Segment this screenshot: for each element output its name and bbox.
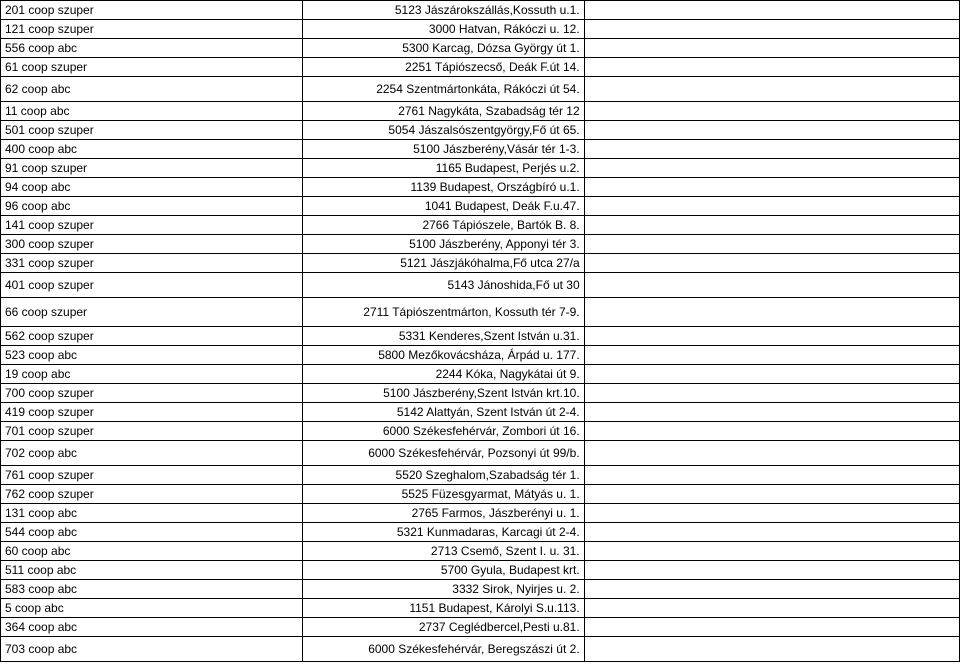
empty-cell[interactable] bbox=[584, 561, 959, 580]
store-name-cell[interactable]: 131 coop abc bbox=[1, 504, 303, 523]
empty-cell[interactable] bbox=[584, 504, 959, 523]
store-name-cell[interactable]: 141 coop szuper bbox=[1, 216, 303, 235]
empty-cell[interactable] bbox=[584, 20, 959, 39]
store-address-cell[interactable]: 5321 Kunmadaras, Karcagi út 2-4. bbox=[303, 523, 584, 542]
empty-cell[interactable] bbox=[584, 618, 959, 637]
table-row bbox=[1, 216, 960, 235]
table-row bbox=[1, 140, 960, 159]
table-row bbox=[1, 20, 960, 39]
store-name-cell[interactable]: 94 coop abc bbox=[1, 178, 303, 197]
store-address-cell[interactable]: 6000 Székesfehérvár, Pozsonyi út 99/b. bbox=[303, 441, 584, 466]
empty-cell[interactable] bbox=[584, 403, 959, 422]
store-name-cell[interactable]: 583 coop abc bbox=[1, 580, 303, 599]
store-address-cell[interactable]: 2765 Farmos, Jászberényi u. 1. bbox=[303, 504, 584, 523]
empty-cell[interactable] bbox=[584, 273, 959, 298]
empty-cell[interactable] bbox=[584, 599, 959, 618]
table-row bbox=[1, 485, 960, 504]
empty-cell[interactable] bbox=[584, 441, 959, 466]
store-name-cell[interactable]: 401 coop szuper bbox=[1, 273, 303, 298]
store-name-cell[interactable]: 544 coop abc bbox=[1, 523, 303, 542]
store-name-cell[interactable]: 96 coop abc bbox=[1, 197, 303, 216]
store-name-cell[interactable]: 11 coop abc bbox=[1, 102, 303, 121]
store-name-cell[interactable]: 501 coop szuper bbox=[1, 121, 303, 140]
store-name-cell[interactable]: 523 coop abc bbox=[1, 346, 303, 365]
store-address-cell[interactable]: 5121 Jászjákóhalma,Fő utca 27/a bbox=[303, 254, 584, 273]
store-name-cell[interactable]: 511 coop abc bbox=[1, 561, 303, 580]
empty-cell[interactable] bbox=[584, 77, 959, 102]
table-row bbox=[1, 39, 960, 58]
empty-cell[interactable] bbox=[584, 298, 959, 327]
store-address-cell[interactable]: 3000 Hatvan, Rákóczi u. 12. bbox=[303, 20, 584, 39]
store-name-cell[interactable]: 60 coop abc bbox=[1, 542, 303, 561]
store-name-cell[interactable]: 61 coop szuper bbox=[1, 58, 303, 77]
table-row bbox=[1, 197, 960, 216]
store-name-cell[interactable]: 62 coop abc bbox=[1, 77, 303, 102]
table-row bbox=[1, 466, 960, 485]
table-row bbox=[1, 441, 960, 466]
store-name-cell[interactable]: 703 coop abc bbox=[1, 637, 303, 662]
store-address-cell[interactable]: 5800 Mezőkovácsháza, Árpád u. 177. bbox=[303, 346, 584, 365]
store-address-cell[interactable]: 2766 Tápiószele, Bartók B. 8. bbox=[303, 216, 584, 235]
store-name-cell[interactable]: 91 coop szuper bbox=[1, 159, 303, 178]
empty-cell[interactable] bbox=[584, 235, 959, 254]
empty-cell[interactable] bbox=[584, 159, 959, 178]
store-name-cell[interactable]: 5 coop abc bbox=[1, 599, 303, 618]
table-row bbox=[1, 523, 960, 542]
empty-cell[interactable] bbox=[584, 327, 959, 346]
store-name-cell[interactable]: 762 coop szuper bbox=[1, 485, 303, 504]
empty-cell[interactable] bbox=[584, 39, 959, 58]
table-row bbox=[1, 178, 960, 197]
store-name-cell[interactable]: 702 coop abc bbox=[1, 441, 303, 466]
table-row bbox=[1, 599, 960, 618]
store-address-cell[interactable]: 2251 Tápiószecső, Deák F.út 14. bbox=[303, 58, 584, 77]
store-name-cell[interactable]: 419 coop szuper bbox=[1, 403, 303, 422]
empty-cell[interactable] bbox=[584, 422, 959, 441]
store-address-cell[interactable]: 5100 Jászberény,Vásár tér 1-3. bbox=[303, 140, 584, 159]
table-row bbox=[1, 542, 960, 561]
store-address-cell[interactable]: 5100 Jászberény, Apponyi tér 3. bbox=[303, 235, 584, 254]
store-name-cell[interactable]: 331 coop szuper bbox=[1, 254, 303, 273]
table-row bbox=[1, 365, 960, 384]
store-address-cell[interactable]: 2711 Tápiószentmárton, Kossuth tér 7-9. bbox=[303, 298, 584, 327]
store-name-cell[interactable]: 562 coop szuper bbox=[1, 327, 303, 346]
store-address-cell[interactable]: 6000 Székesfehérvár, Beregszászi út 2. bbox=[303, 637, 584, 662]
table-row bbox=[1, 422, 960, 441]
store-table-body bbox=[1, 1, 960, 662]
store-address-cell[interactable]: 2761 Nagykáta, Szabadság tér 12 bbox=[303, 102, 584, 121]
table-row bbox=[1, 403, 960, 422]
table-row bbox=[1, 58, 960, 77]
store-address-cell[interactable]: 1041 Budapest, Deák F.u.47. bbox=[303, 197, 584, 216]
empty-cell[interactable] bbox=[584, 254, 959, 273]
store-name-cell[interactable]: 121 coop szuper bbox=[1, 20, 303, 39]
table-row bbox=[1, 298, 960, 327]
store-address-cell[interactable]: 1165 Budapest, Perjés u.2. bbox=[303, 159, 584, 178]
store-name-cell[interactable]: 761 coop szuper bbox=[1, 466, 303, 485]
store-address-cell[interactable]: 1139 Budapest, Országbíró u.1. bbox=[303, 178, 584, 197]
store-address-cell[interactable]: 5700 Gyula, Budapest krt. bbox=[303, 561, 584, 580]
store-address-cell[interactable]: 5142 Alattyán, Szent István út 2-4. bbox=[303, 403, 584, 422]
empty-cell[interactable] bbox=[584, 346, 959, 365]
empty-cell[interactable] bbox=[584, 365, 959, 384]
store-address-cell[interactable]: 1151 Budapest, Károlyi S.u.113. bbox=[303, 599, 584, 618]
table-row bbox=[1, 561, 960, 580]
store-name-cell[interactable]: 300 coop szuper bbox=[1, 235, 303, 254]
store-name-cell[interactable]: 364 coop abc bbox=[1, 618, 303, 637]
store-address-cell[interactable]: 2244 Kóka, Nagykátai út 9. bbox=[303, 365, 584, 384]
table-row bbox=[1, 77, 960, 102]
store-name-cell[interactable]: 201 coop szuper bbox=[1, 1, 303, 20]
empty-cell[interactable] bbox=[584, 58, 959, 77]
empty-cell[interactable] bbox=[584, 140, 959, 159]
store-address-cell[interactable]: 5054 Jászalsószentgyörgy,Fő út 65. bbox=[303, 121, 584, 140]
store-name-cell[interactable]: 400 coop abc bbox=[1, 140, 303, 159]
store-address-cell[interactable]: 5525 Füzesgyarmat, Mátyás u. 1. bbox=[303, 485, 584, 504]
empty-cell[interactable] bbox=[584, 523, 959, 542]
store-address-cell[interactable]: 6000 Székesfehérvár, Zombori út 16. bbox=[303, 422, 584, 441]
empty-cell[interactable] bbox=[584, 384, 959, 403]
table-row bbox=[1, 346, 960, 365]
store-name-cell[interactable]: 700 coop szuper bbox=[1, 384, 303, 403]
store-address-cell[interactable]: 5100 Jászberény,Szent István krt.10. bbox=[303, 384, 584, 403]
store-name-cell[interactable]: 66 coop szuper bbox=[1, 298, 303, 327]
store-name-cell[interactable]: 19 coop abc bbox=[1, 365, 303, 384]
table-row bbox=[1, 618, 960, 637]
table-row bbox=[1, 580, 960, 599]
store-name-cell[interactable]: 556 coop abc bbox=[1, 39, 303, 58]
store-address-cell[interactable]: 5123 Jászárokszállás,Kossuth u.1. bbox=[303, 1, 584, 20]
store-address-cell[interactable]: 2737 Ceglédbercel,Pesti u.81. bbox=[303, 618, 584, 637]
store-address-cell[interactable]: 5331 Kenderes,Szent István u.31. bbox=[303, 327, 584, 346]
table-row bbox=[1, 273, 960, 298]
table-row bbox=[1, 637, 960, 662]
store-address-cell[interactable]: 3332 Sirok, Nyirjes u. 2. bbox=[303, 580, 584, 599]
store-address-cell[interactable]: 2254 Szentmártonkáta, Rákóczi út 54. bbox=[303, 77, 584, 102]
empty-cell[interactable] bbox=[584, 580, 959, 599]
empty-cell[interactable] bbox=[584, 216, 959, 235]
empty-cell[interactable] bbox=[584, 178, 959, 197]
table-row bbox=[1, 384, 960, 403]
store-name-cell[interactable]: 701 coop szuper bbox=[1, 422, 303, 441]
empty-cell[interactable] bbox=[584, 102, 959, 121]
store-address-cell[interactable]: 5143 Jánoshida,Fő ut 30 bbox=[303, 273, 584, 298]
empty-cell[interactable] bbox=[584, 197, 959, 216]
table-row bbox=[1, 121, 960, 140]
empty-cell[interactable] bbox=[584, 1, 959, 20]
empty-cell[interactable] bbox=[584, 637, 959, 662]
empty-cell[interactable] bbox=[584, 485, 959, 504]
store-address-cell[interactable]: 2713 Csemő, Szent I. u. 31. bbox=[303, 542, 584, 561]
empty-cell[interactable] bbox=[584, 542, 959, 561]
store-address-cell[interactable]: 5520 Szeghalom,Szabadság tér 1. bbox=[303, 466, 584, 485]
empty-cell[interactable] bbox=[584, 466, 959, 485]
table-row bbox=[1, 1, 960, 20]
store-address-cell[interactable]: 5300 Karcag, Dózsa György út 1. bbox=[303, 39, 584, 58]
table-row bbox=[1, 159, 960, 178]
table-row bbox=[1, 102, 960, 121]
table-row bbox=[1, 254, 960, 273]
table-row bbox=[1, 235, 960, 254]
table-row bbox=[1, 327, 960, 346]
table-row bbox=[1, 504, 960, 523]
empty-cell[interactable] bbox=[584, 121, 959, 140]
